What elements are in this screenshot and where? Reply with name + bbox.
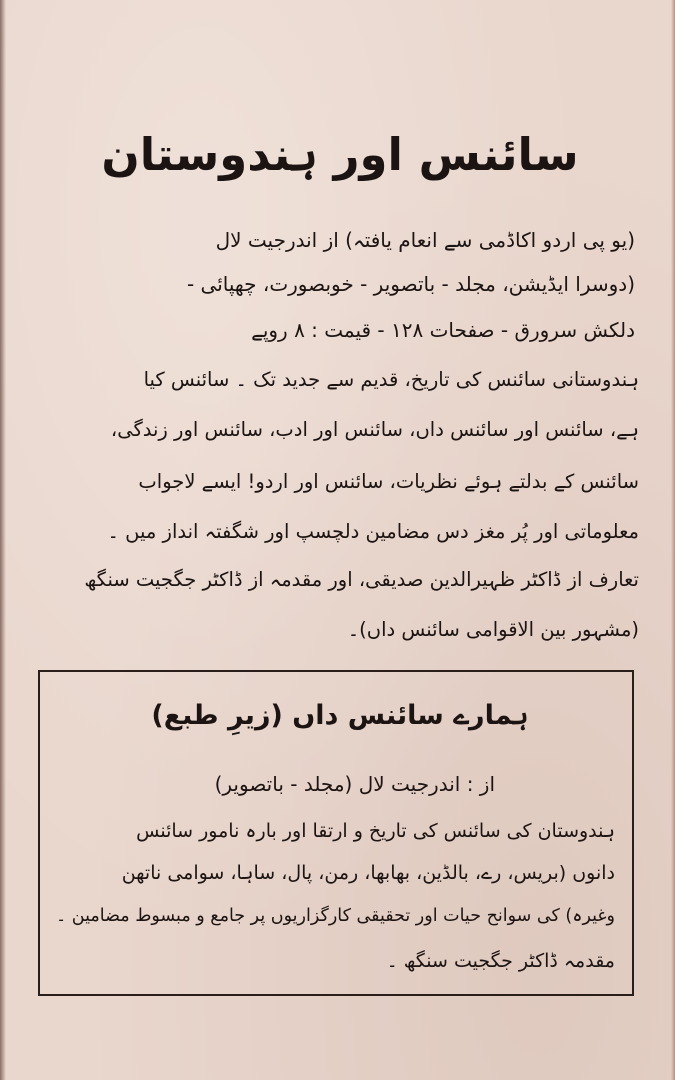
price-line: دلکش سرورق - صفحات ۱۲۸ - قیمت : ۸ روپے (251, 318, 635, 342)
edition-line: (دوسرا ایڈیشن، مجلد - باتصویر - خوبصورت، چھپائی - (186, 272, 635, 296)
page-left-edge (0, 0, 6, 1080)
introduction-line: تعارف از ڈاکٹر ظہیرالدین صدیقی، اور مقدمہ از ڈاکٹر جگجیت سنگھ (84, 568, 639, 591)
box-author-line: از : اندرجیت لال (مجلد - باتصویر) (214, 772, 495, 796)
description-line-2: ہے، سائنس اور سائنس داں، سائنس اور ادب، سائنس اور زندگی، (110, 418, 639, 441)
box-title: ہمارے سائنس داں (زیرِ طبع) (151, 700, 529, 731)
box-line-2: دانوں (بریس، رے، بالڈین، بھابھا، رمن، پال، ساہا، سوامی ناتھن (121, 862, 615, 884)
description-line-3: سائنس کے بدلتے ہوئے نظریات، سائنس اور اردو! ایسے لاجواب (138, 470, 639, 493)
box-line-3: وغیرہ) کی سوانح حیات اور تحقیقی کارگزاریوں پر جامع و مبسوط مضامین ۔ (55, 906, 615, 926)
description-line-4: معلوماتی اور پُر مغز دس مضامین دلچسپ اور شگفتہ انداز میں ۔ (107, 520, 639, 543)
description-line-1: ہندوستانی سائنس کی تاریخ، قدیم سے جدید تک ۔ سائنس کیا (143, 368, 639, 391)
box-line-4: مقدمہ ڈاکٹر جگجیت سنگھ ۔ (386, 950, 615, 972)
page-right-edge (671, 0, 675, 1080)
book-award-line: (یو پی اردو اکاڈمی سے انعام یافتہ) از اندرجیت لال (215, 228, 635, 252)
box-line-1: ہندوستان کی سائنس کی تاریخ و ارتقا اور بارہ نامور سائنس (136, 820, 615, 842)
scientist-note-line: (مشہور بین الاقوامی سائنس داں)۔ (347, 618, 639, 641)
page-title: سائنس اور ہندوستان (101, 128, 579, 181)
